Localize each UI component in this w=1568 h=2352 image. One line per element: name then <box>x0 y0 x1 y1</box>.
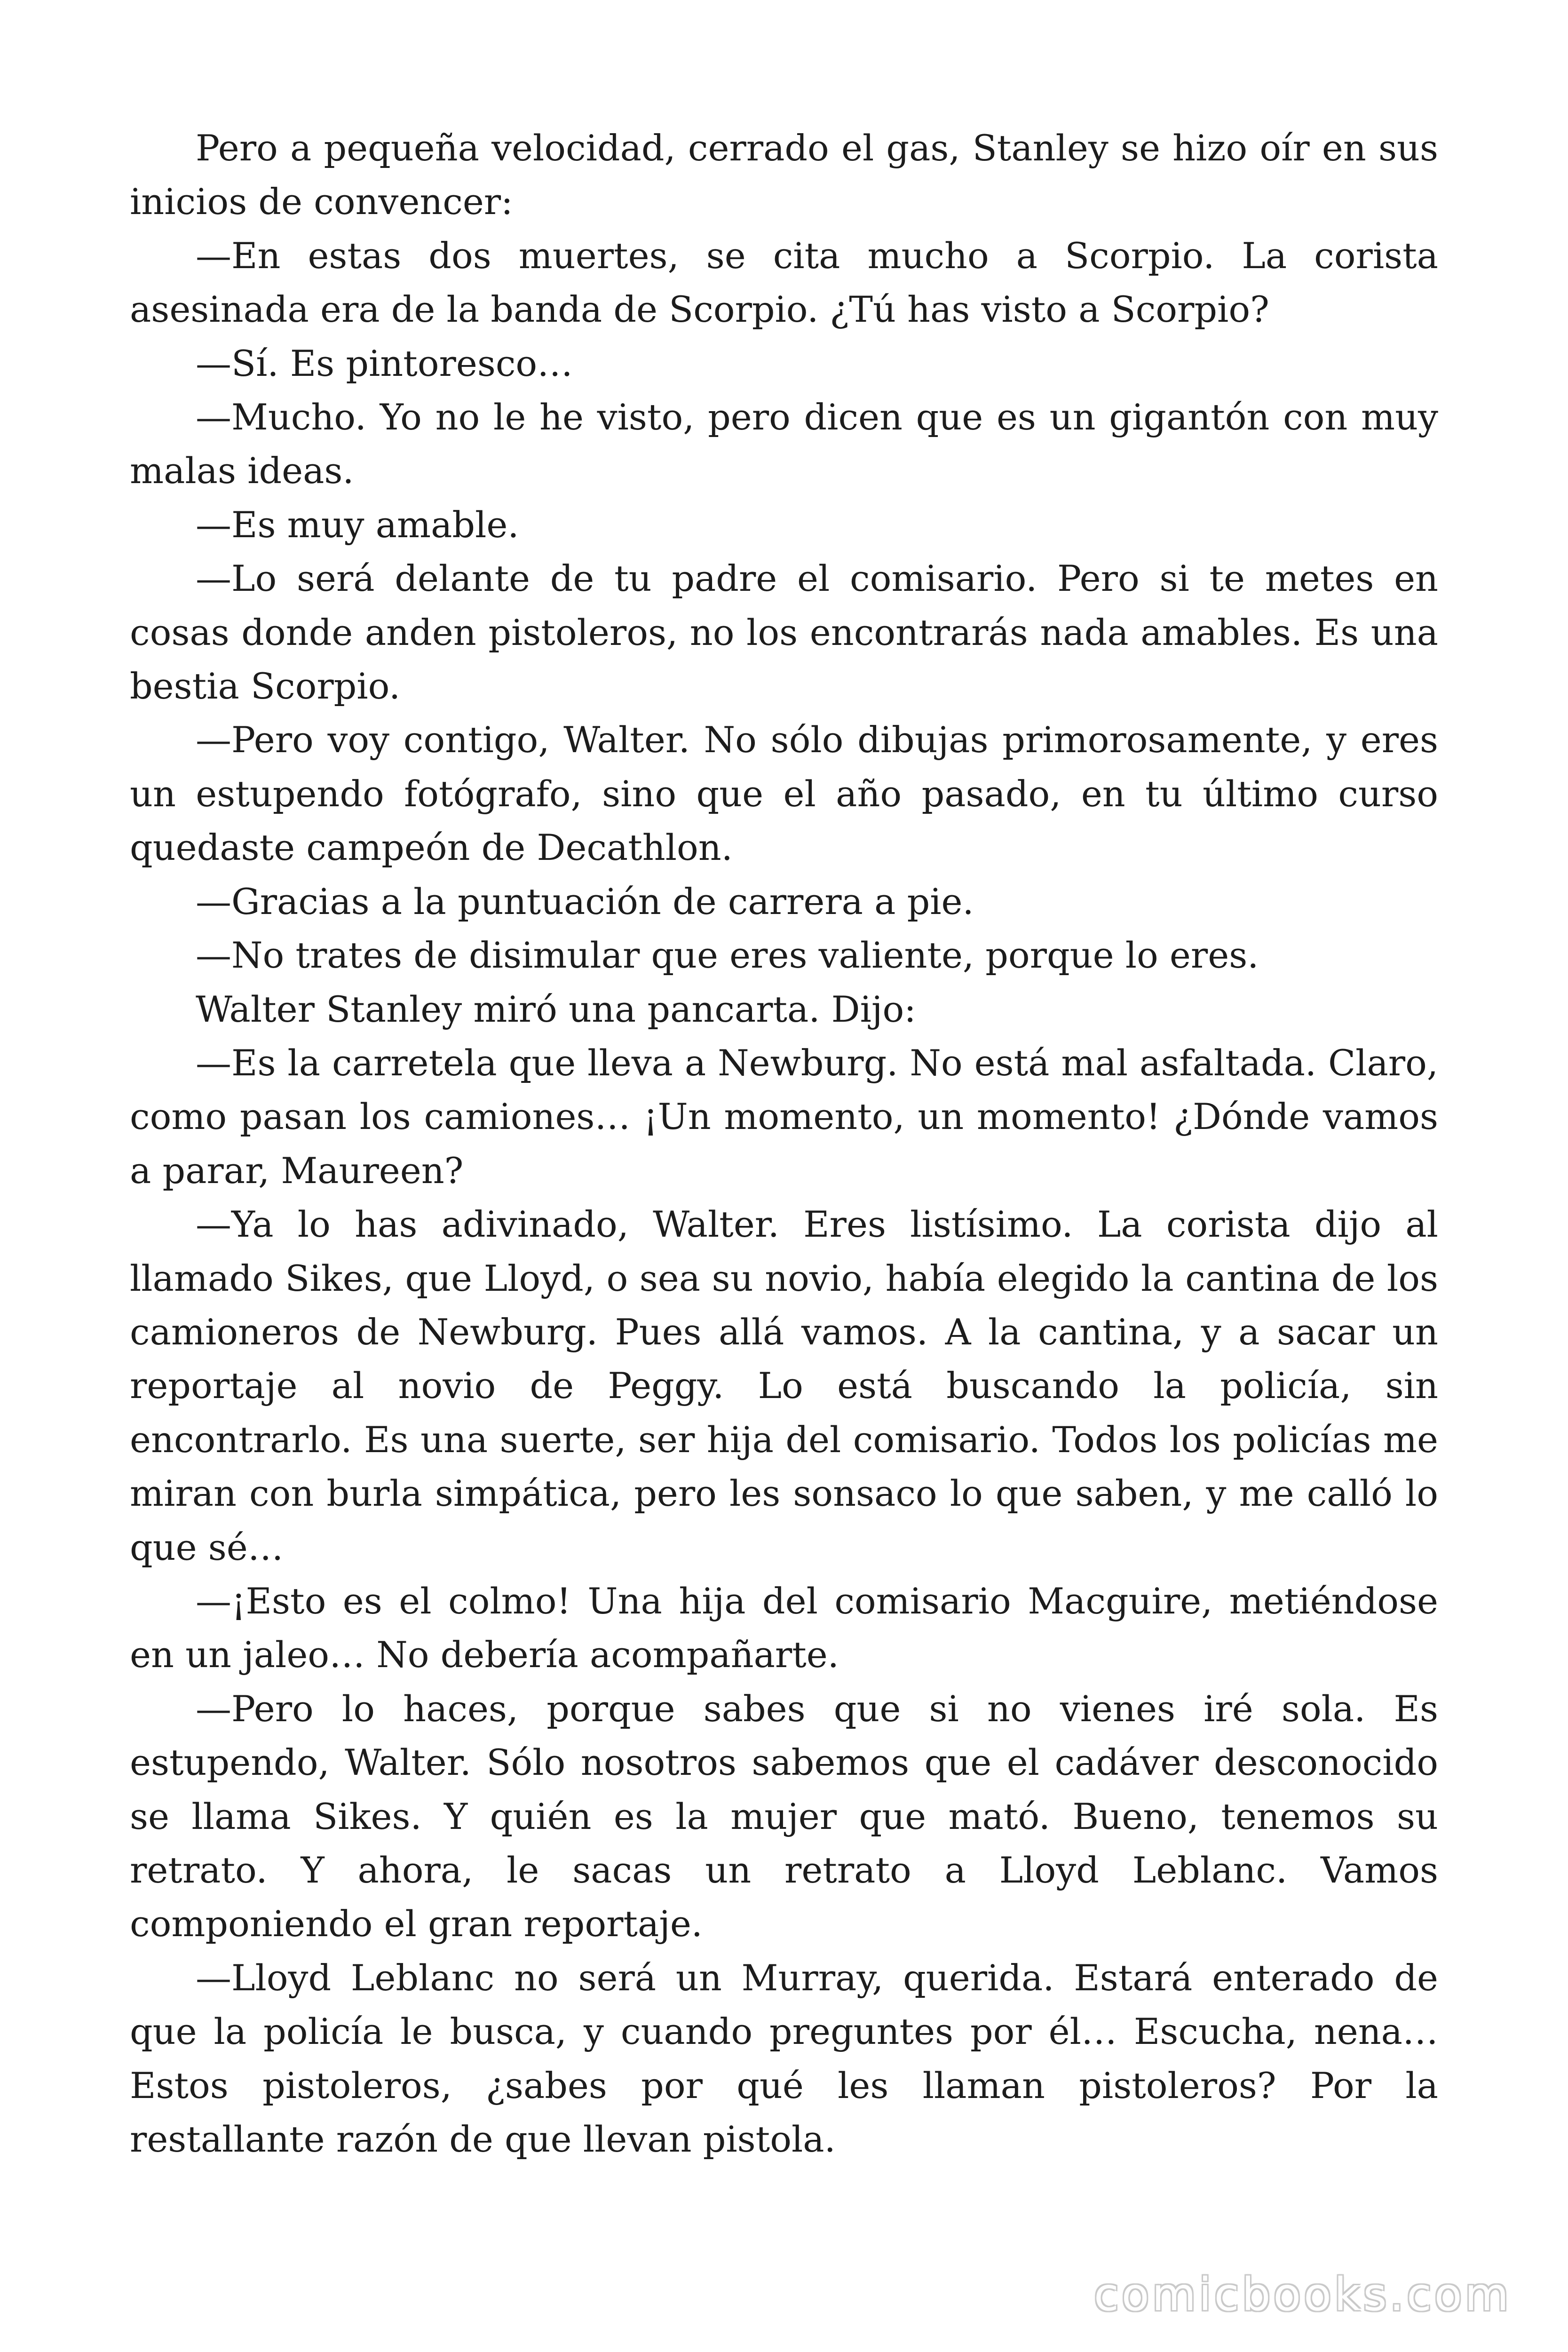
paragraph: —¡Esto es el colmo! Una hija del comisario Macguire, metiéndose en un jaleo… No debería acompañarte. <box>130 1580 1438 1676</box>
paragraph: —Mucho. Yo no le he visto, pero dicen que es un gigantón con muy malas ideas. <box>130 396 1438 492</box>
paragraph: —Es muy amable. <box>196 503 519 546</box>
paragraph: —Lo será delante de tu padre el comisario. Pero si te metes en cosas donde anden pistoleros, no los encontrarás nada amables. Es una bestia Scorpio. <box>130 557 1438 707</box>
paragraph: —Lloyd Leblanc no será un Murray, querida. Estará enterado de que la policía le busca, y cuando preguntes por él… Escucha, nena… Estos pistoleros, ¿sabes por qué les llaman pistoleros? Por la restallante razón de que llevan pistola. <box>130 1956 1438 2161</box>
paragraph: —Pero lo haces, porque sabes que si no vienes iré sola. Es estupendo, Walter. Sólo nosotros sabemos que el cadáver desconocido se llama Sikes. Y quién es la mujer que mató. Bueno, tenemos su retrato. Y ahora, le sacas un retrato a Lloyd Leblanc. Vamos componiendo el gran reportaje. <box>130 1687 1438 1945</box>
watermark: comicbooks.com <box>1093 2268 1512 2321</box>
paragraph: Walter Stanley miró una pancarta. Dijo: <box>196 988 916 1030</box>
paragraph: —Ya lo has adivinado, Walter. Eres listísimo. La corista dijo al llamado Sikes, que Lloyd, o sea su novio, había elegido la cantina de los camioneros de Newburg. Pues allá vamos. A la cantina, y a sacar un reportaje al novio de Peggy. Lo está buscando la policía, sin encontrarlo. Es una suerte, ser hija del comisario. Todos los policías me miran con burla simpática, pero les sonsaco lo que saben, y me calló lo que sé… <box>130 1203 1438 1568</box>
paragraph: —Es la carretela que lleva a Newburg. No está mal asfaltada. Claro, como pasan los camiones… ¡Un momento, un momento! ¿Dónde vamos a parar, Maureen? <box>130 1041 1438 1192</box>
paragraph: —En estas dos muertes, se cita mucho a Scorpio. La corista asesinada era de la banda de Scorpio. ¿Tú has visto a Scorpio? <box>130 234 1438 331</box>
paragraph: —Gracias a la puntuación de carrera a pie. <box>196 880 974 922</box>
paragraph: —Sí. Es pintoresco… <box>196 342 573 384</box>
paragraph: —Pero voy contigo, Walter. No sólo dibujas primorosamente, y eres un estupendo fotógrafo, sino que el año pasado, en tu último curso quedaste campeón de Decathlon. <box>130 719 1438 869</box>
paragraph: —No trates de disimular que eres valiente, porque lo eres. <box>196 934 1259 977</box>
paragraph: Pero a pequeña velocidad, cerrado el gas, Stanley se hizo oír en sus inicios de convencer: <box>130 127 1438 223</box>
page-text <box>130 121 1438 2166</box>
